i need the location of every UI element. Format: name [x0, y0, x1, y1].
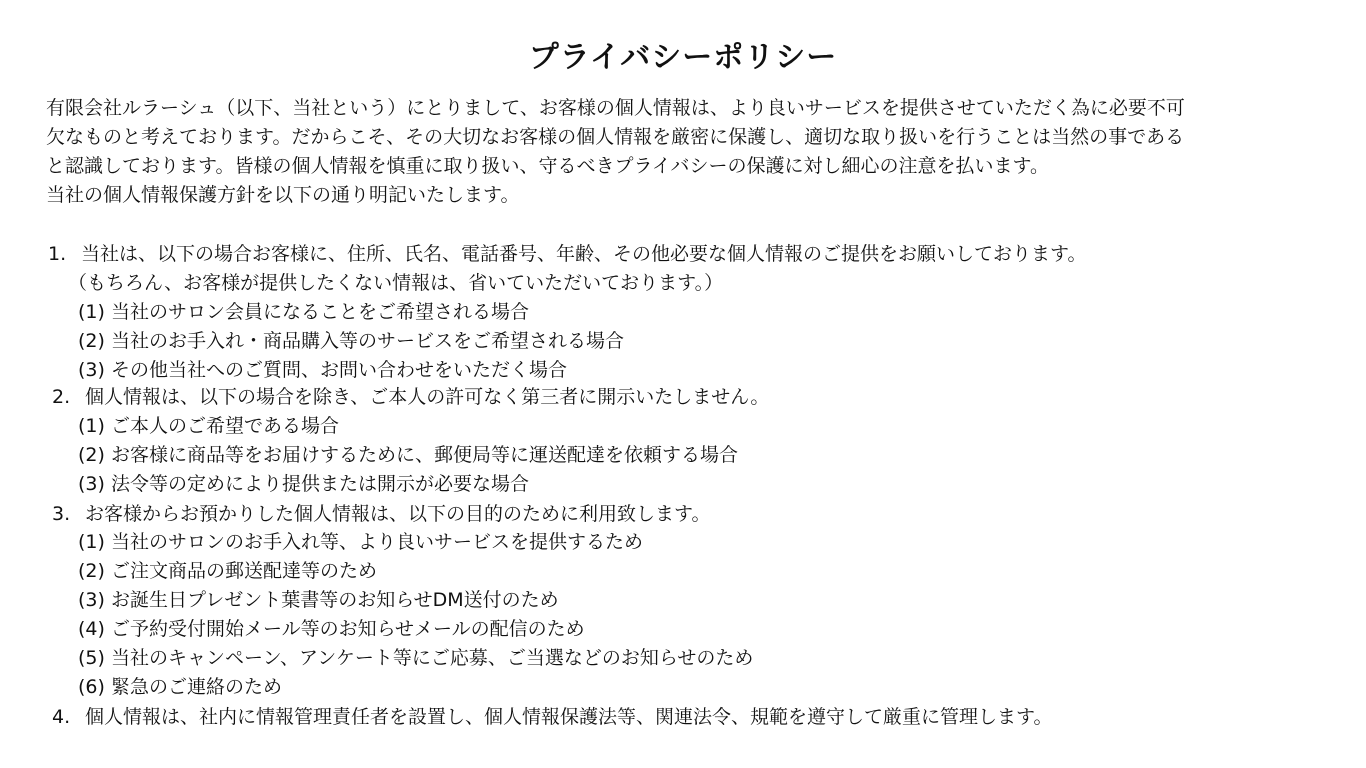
section-number: 1. [48, 243, 67, 265]
intro-line: 有限会社ルラーシュ（以下、当社という）にとりまして、お客様の個人情報は、より良いサービスを提供させていただく為に必要不可 [46, 97, 1185, 119]
list-item: (3) お誕生日プレゼント葉書等のお知らせDM送付のため [78, 589, 559, 611]
list-item: (2) ご注文商品の郵送配達等のため [78, 560, 377, 582]
section-text: お客様からお預かりした個人情報は、以下の目的のために利用致します。 [85, 503, 711, 525]
list-item: (1) ご本人のご希望である場合 [78, 415, 339, 437]
section-number: 4. [52, 706, 71, 728]
list-item: (4) ご予約受付開始メール等のお知らせメールの配信のため [78, 618, 585, 640]
section-heading [48, 240, 1086, 268]
section-text: 個人情報は、社内に情報管理責任者を設置し、個人情報保護法等、関連法令、規範を遵守して厳重に管理します。 [85, 706, 1053, 728]
section-text: 当社は、以下の場合お客様に、住所、氏名、電話番号、年齢、その他必要な個人情報のご提供をお願いしております。 [81, 243, 1087, 265]
section-note: （もちろん、お客様が提供したくない情報は、省いていただいております。） [68, 272, 724, 294]
list-item: (3) 法令等の定めにより提供または開示が必要な場合 [78, 473, 529, 495]
list-item: (1) 当社のサロン会員になることをご希望される場合 [78, 301, 529, 323]
intro-line: と認識しております。皆様の個人情報を慎重に取り扱い、守るべきプライバシーの保護に対し細心の注意を払います。 [46, 155, 1050, 177]
list-item: (3) その他当社へのご質問、お問い合わせをいただく場合 [78, 359, 567, 381]
list-item: (2) お客様に商品等をお届けするために、郵便局等に運送配達を依頼する場合 [78, 444, 738, 466]
list-item: (2) 当社のお手入れ・商品購入等のサービスをご希望される場合 [78, 330, 624, 352]
intro-line: 欠なものと考えております。だからこそ、その大切なお客様の個人情報を厳密に保護し、適切な取り扱いを行うことは当然の事である [46, 126, 1185, 148]
section-number: 2. [52, 386, 71, 408]
section-heading [52, 500, 710, 528]
intro-line: 当社の個人情報保護方針を以下の通り明記いたします。 [46, 184, 520, 206]
section-text: 個人情報は、以下の場合を除き、ご本人の許可なく第三者に開示いたしません。 [85, 386, 770, 408]
list-item: (1) 当社のサロンのお手入れ等、より良いサービスを提供するため [78, 531, 643, 553]
section-heading [52, 383, 769, 411]
section-number: 3. [52, 503, 71, 525]
list-item: (6) 緊急のご連絡のため [78, 676, 282, 698]
page-title: プライバシーポリシー [528, 40, 838, 75]
list-item: (5) 当社のキャンペーン、アンケート等にご応募、ご当選などのお知らせのため [78, 647, 754, 669]
section-heading [52, 703, 1052, 731]
